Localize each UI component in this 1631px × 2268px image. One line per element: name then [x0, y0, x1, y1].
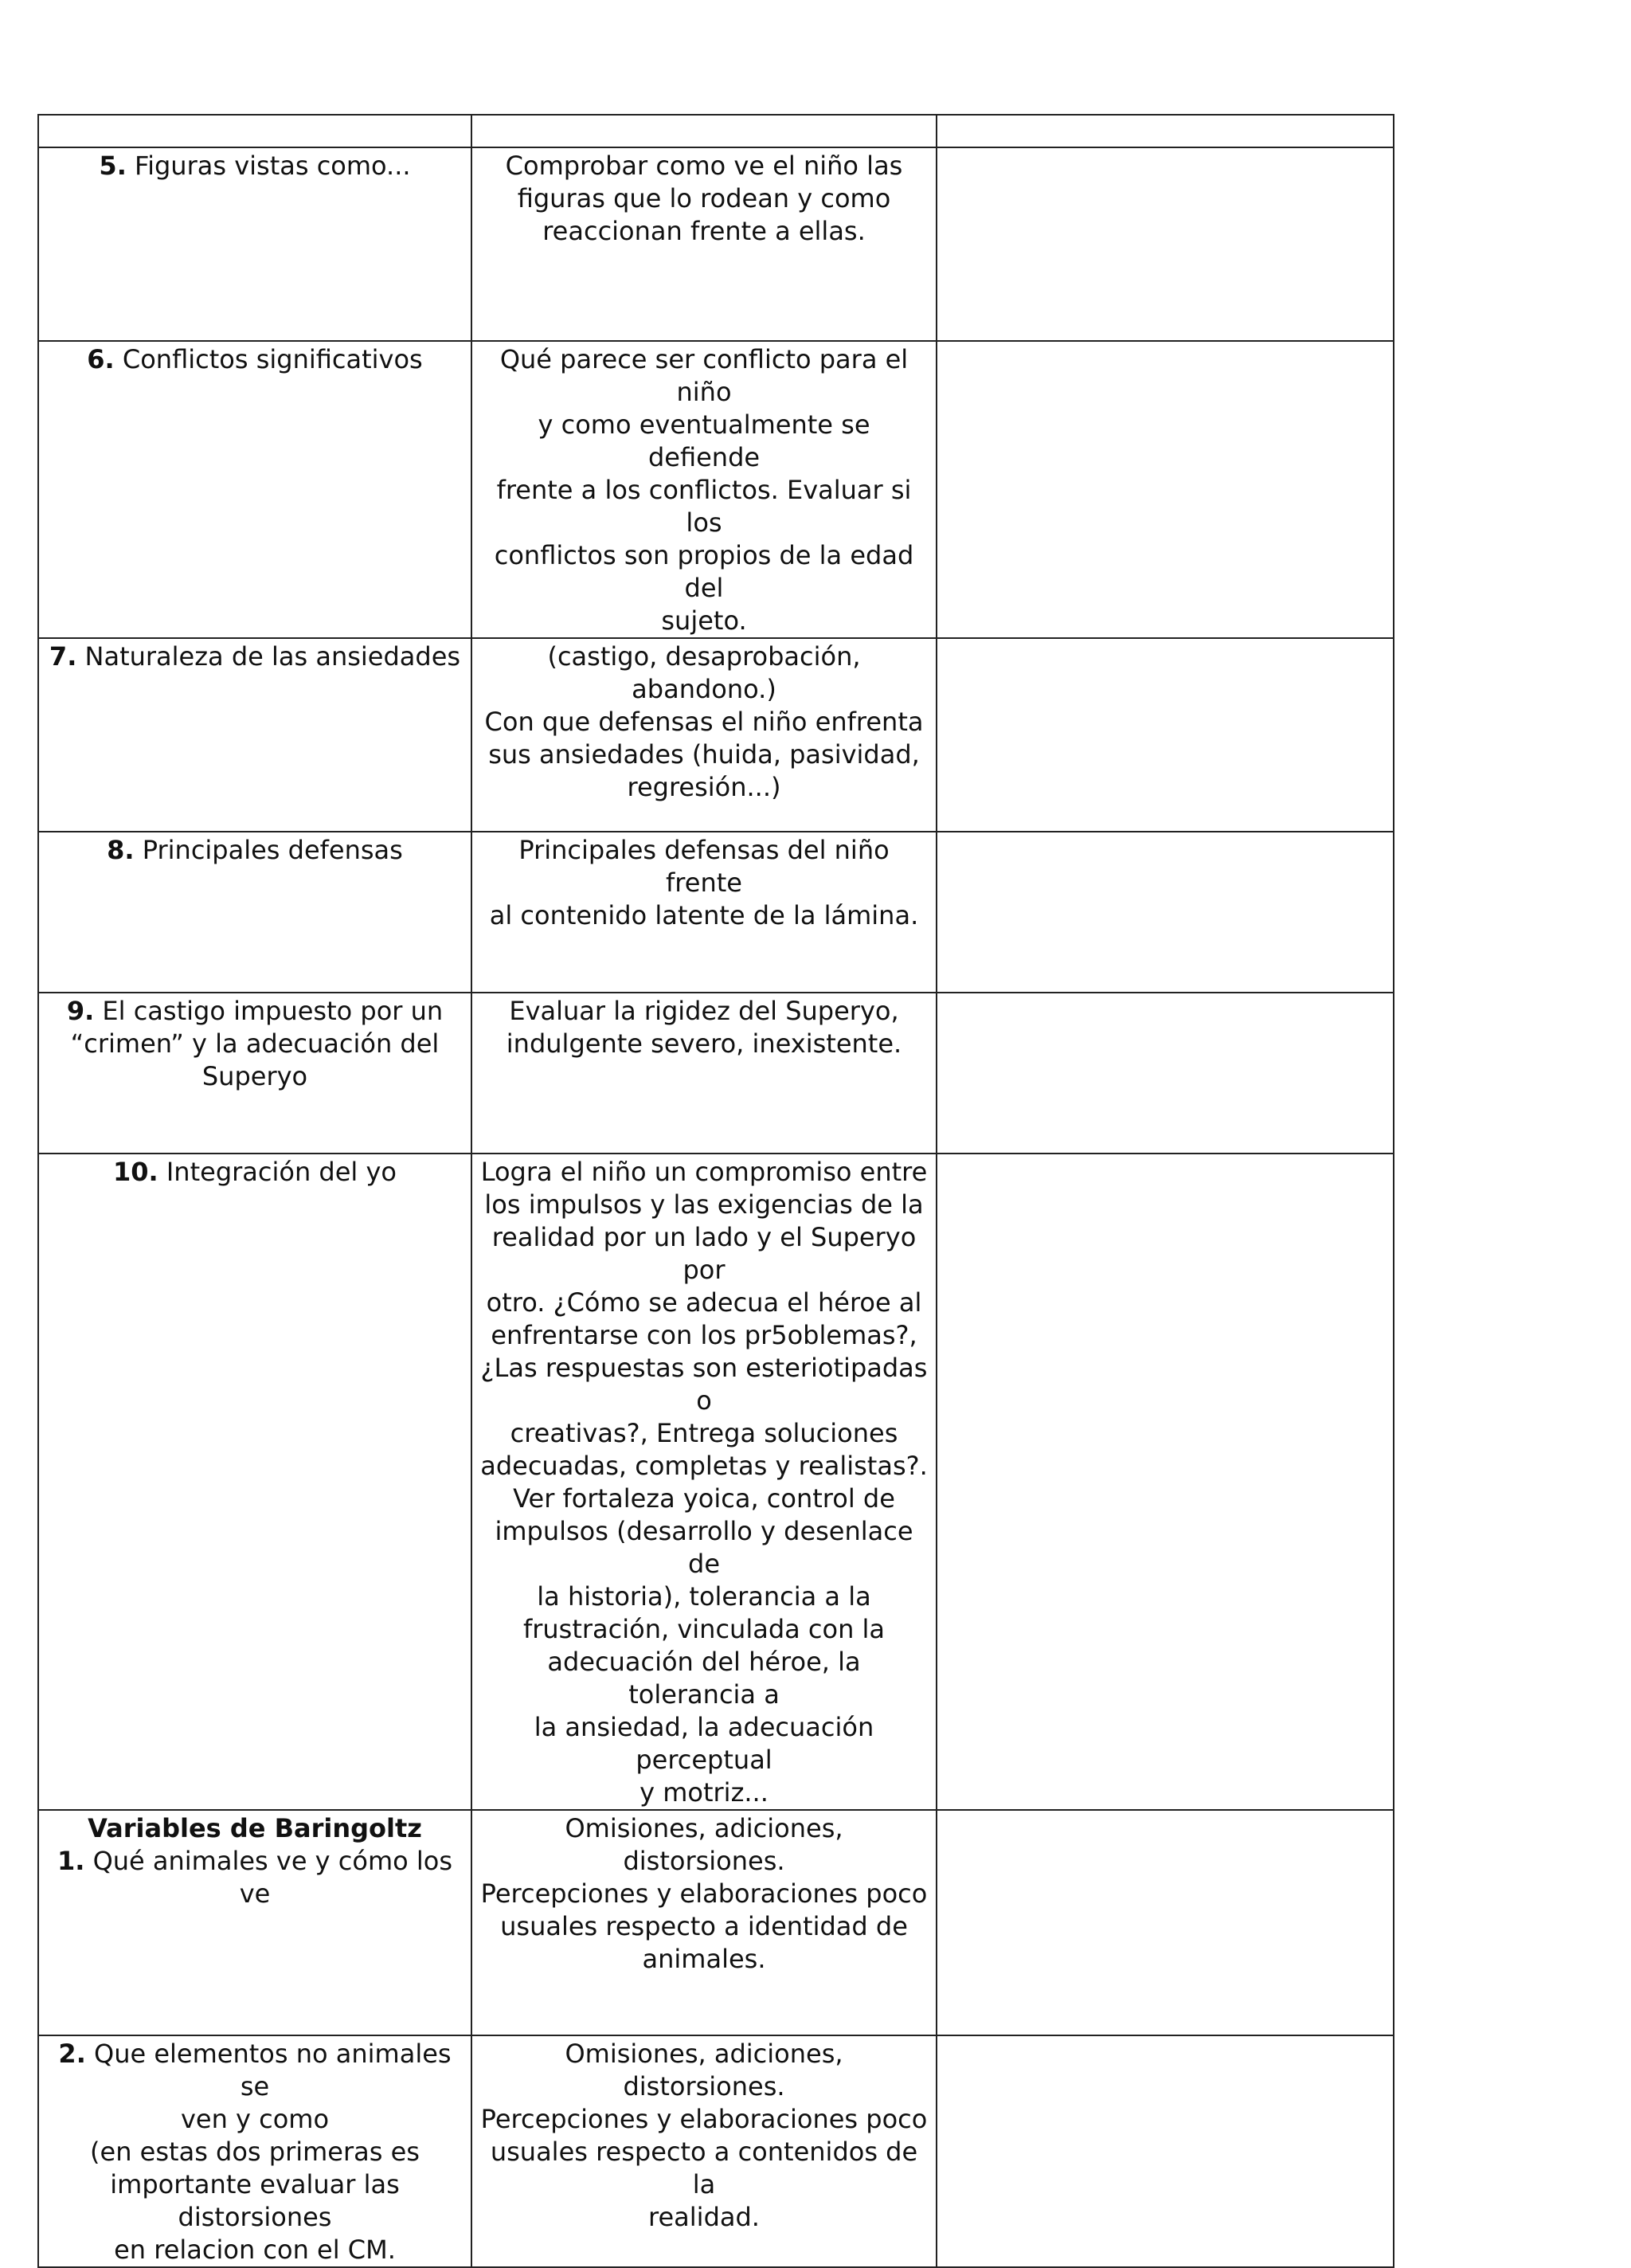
item-number: 9. [66, 996, 95, 1026]
variable-cell [38, 638, 471, 832]
variable-cell [38, 115, 471, 147]
variable-label: 2. Que elementos no animales se [58, 2039, 452, 2102]
variable-label: 9. El castigo impuesto por un [66, 996, 444, 1026]
description-cell: Evaluar la rigidez del Superyo, indulgente severo, inexistente. [471, 993, 937, 1154]
item-number: 8. [107, 835, 135, 865]
description-cell: (castigo, desaprobación, abandono.) Con que defensas el niño enfrenta sus ansiedades (huida, pasividad, regresión...) [471, 638, 937, 832]
variable-cell [38, 1810, 471, 2035]
table-row [38, 832, 1394, 993]
notes-cell[interactable] [937, 1154, 1394, 1810]
table-row [38, 638, 1394, 832]
description-cell [471, 115, 937, 147]
description-cell: Principales defensas del niño frente al contenido latente de la lámina. [471, 832, 937, 993]
table-row [38, 2035, 1394, 2267]
variable-cell [38, 341, 471, 638]
item-number: 10. [113, 1157, 158, 1187]
table-row [38, 993, 1394, 1154]
variable-label: 5. Figuras vistas como... [99, 151, 411, 181]
notes-cell[interactable] [937, 341, 1394, 638]
table-row [38, 1154, 1394, 1810]
item-number: 5. [99, 151, 127, 181]
notes-cell[interactable] [937, 1810, 1394, 2035]
description-cell: Qué parece ser conflicto para el niño y como eventualmente se defiende frente a los conflictos. Evaluar si los conflictos son propios de la edad del sujeto. [471, 341, 937, 638]
variable-cell [38, 147, 471, 341]
notes-cell [937, 115, 1394, 147]
item-number: 7. [49, 641, 77, 672]
variable-cell: 9. El castigo impuesto por un “crimen” y la adecuación del Superyo [38, 993, 471, 1154]
variable-label: 7. Naturaleza de las ansiedades [49, 641, 461, 672]
evaluation-table [37, 114, 1394, 2268]
variable-label: 6. Conflictos significativos [87, 344, 423, 374]
variable-cell: 2. Que elementos no animales se ven y como (en estas dos primeras es importante evaluar las distorsiones en relacion con el CM. [38, 2035, 471, 2267]
notes-cell[interactable] [937, 2035, 1394, 2267]
section-title: Variables de Baringoltz [88, 1813, 422, 1843]
variable-label: 8. Principales defensas [107, 835, 403, 865]
description-cell: Comprobar como ve el niño las figuras que lo rodean y como reaccionan frente a ellas. [471, 147, 937, 341]
description-cell: Omisiones, adiciones, distorsiones. Percepciones y elaboraciones poco usuales respecto a contenidos de la realidad. [471, 2035, 937, 2267]
notes-cell[interactable] [937, 993, 1394, 1154]
notes-cell[interactable] [937, 147, 1394, 341]
table-row [38, 341, 1394, 638]
variable-cell [38, 832, 471, 993]
table-row-header [38, 115, 1394, 147]
notes-cell[interactable] [937, 832, 1394, 993]
notes-cell[interactable] [937, 638, 1394, 832]
description-cell: Omisiones, adiciones, distorsiones. Percepciones y elaboraciones poco usuales respecto a identidad de animales. [471, 1810, 937, 2035]
table-row [38, 1810, 1394, 2035]
variable-label: 1. Qué animales ve y cómo los ve [57, 1846, 453, 1909]
table-row [38, 147, 1394, 341]
item-number: 6. [87, 344, 115, 374]
item-number: 2. [58, 2039, 86, 2069]
variable-cell [38, 1154, 471, 1810]
variable-label: 10. Integración del yo [113, 1157, 397, 1187]
item-number: 1. [57, 1846, 85, 1876]
description-cell: Logra el niño un compromiso entre los impulsos y las exigencias de la realidad por un lado y el Superyo por otro. ¿Cómo se adecua el héroe al enfrentarse con los pr5oblemas?, ¿Las respuestas son esteriotipadas o creativas?, Entrega soluciones adecuadas, completas y realistas?. Ver fortaleza yoica, control de impulsos (desarrollo y desenlace de la historia), tolerancia a la frustración, vinculada con la adecuación del héroe, la tolerancia a la ansiedad, la adecuación perceptual y motriz... [471, 1154, 937, 1810]
